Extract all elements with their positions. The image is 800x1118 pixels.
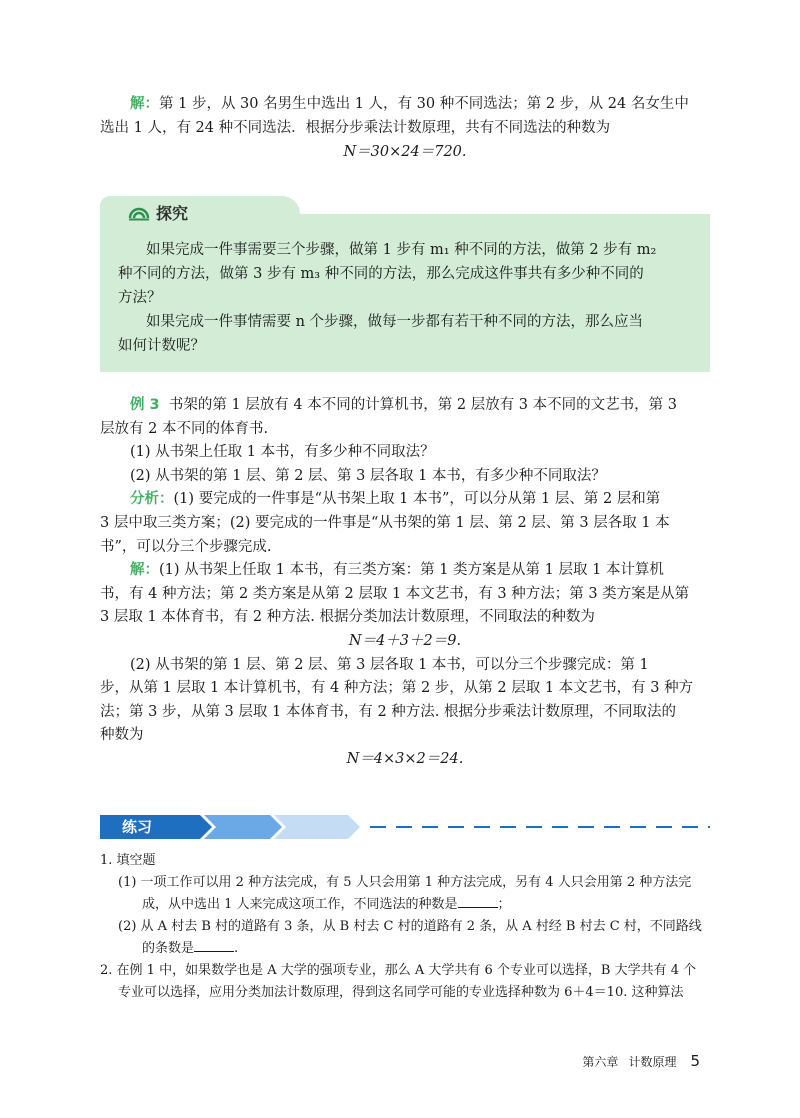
example-3-question-2: (2) 从书架的第 1 层、第 2 层、第 3 层各取 1 本书，有多少种不同取法？ (130, 467, 606, 484)
explore-content (118, 238, 698, 358)
practice-title: 练习 (122, 818, 153, 836)
analysis-line-2: 3 层中取三类方案；(2) 要完成的一件事是“从书架的第 1 层、第 2 层、第 3 层各取 1 本 (100, 514, 670, 531)
solution-1-line-3: 3 层取 1 本体育书，有 2 种方法. 根据分类加法计数原理，不同取法的种数为 (100, 609, 595, 626)
answer-blank[interactable] (458, 894, 498, 908)
practice-q1-2-line-1: (2) 从 A 村去 B 村的道路有 3 条，从 B 村去 C 村的道路有 2 条，从 A 村经 B 村去 C 村，不同路线 (118, 919, 702, 934)
answer-blank[interactable] (194, 938, 234, 952)
solution-label: 解： (130, 96, 159, 112)
solution-2-line-1: (2) 从书架的第 1 层、第 2 层、第 3 层各取 1 本书，可以分三个步骤完成：第 1 (130, 656, 649, 673)
practice-q2-line-2: 专业可以选择，应用分类加法计数原理，得到这名同学可能的专业选择种数为 6＋4＝10. 这种算法 (118, 985, 684, 1000)
footer-chapter: 第六章 (582, 1055, 619, 1069)
solution-1-line-1: 解：(1) 从书架上任取 1 本书，有三类方案：第 1 类方案是从第 1 层取 1 本计算机 (130, 562, 664, 579)
top-solution-line-1: 解：第 1 步，从 30 名男生中选出 1 人，有 30 种不同选法；第 2 步，从 24 名女生中 (130, 96, 689, 112)
practice-q1-1-line-2: 成，从中选出 1 人来完成这项工作，不同选法的种数是 ； (100, 894, 715, 916)
practice-content (100, 850, 715, 1004)
page-number: 5 (690, 1052, 700, 1070)
top-solution-formula: N＝30×24＝720. (343, 144, 467, 160)
explore-title: 探究 (156, 204, 189, 223)
solution-label: 解： (130, 562, 159, 579)
top-solution (100, 92, 710, 164)
solution-2-line-2: 步，从第 1 层取 1 本计算机书，有 4 种方法；第 2 步，从第 2 层取 1 本文艺书，有 3 种方 (100, 680, 694, 697)
page-footer (582, 1052, 700, 1070)
explore-p2-line-1: 如果完成一件事情需要 n 个步骤，做每一步都有若干种不同的方法，那么应当 (146, 314, 644, 330)
solution-2-line-3: 法；第 3 步，从第 3 层取 1 本体育书，有 2 种方法. 根据分步乘法计数原理，不同取法的 (100, 703, 676, 720)
example-3-question-1: (1) 从书架上任取 1 本书，有多少种不同取法？ (130, 444, 435, 461)
analysis-line-3: 书”，可以分三个步骤完成. (100, 538, 272, 555)
solution-2-line-4: 种数为 (100, 727, 144, 744)
solution-1-line-2: 书，有 4 种方法；第 2 类方案是从第 2 层取 1 本文艺书，有 3 种方法；第 3 类方案是从第 (100, 585, 690, 602)
top-solution-line-2: 选出 1 人，有 24 种不同选法．根据分步乘法计数原理，共有不同选法的种数为 (100, 120, 611, 136)
explore-p1-line-2: 种不同的方法，做第 3 步有 m₃ 种不同的方法，那么完成这件事共有多少种不同的 (118, 266, 644, 282)
explore-p1-line-3: 方法？ (118, 290, 162, 306)
solution-1-formula: N＝4＋3＋2＝9. (348, 632, 462, 649)
example-3 (100, 394, 710, 772)
example-3-line-2: 层放有 2 本不同的体育书. (100, 420, 269, 437)
analysis-label: 分析： (130, 491, 174, 508)
explore-p1-line-1: 如果完成一件事需要三个步骤，做第 1 步有 m₁ 种不同的方法，做第 2 步有 m₂ (146, 242, 657, 258)
explore-p2-line-2: 如何计数呢？ (118, 338, 205, 354)
example-3-line-1: 例 3 书架的第 1 层放有 4 本不同的计算机书，第 2 层放有 3 本不同的文艺书，第 3 (130, 397, 677, 413)
practice-q1-title: 1. 填空题 (100, 853, 156, 868)
explore-icon (128, 205, 150, 221)
analysis-line-1: 分析：(1) 要完成的一件事是“从书架上取 1 本书”，可以分从第 1 层、第 2 层和第 (130, 491, 661, 508)
practice-q1-1-line-1: (1) 一项工作可以用 2 种方法完成，有 5 人只会用第 1 种方法完成，另有 4 人只会用第 2 种方法完 (118, 875, 692, 890)
example-label: 例 3 (130, 397, 160, 413)
footer-section: 计数原理 (628, 1055, 677, 1069)
practice-q2-line-1: 2. 在例 1 中，如果数学也是 A 大学的强项专业，那么 A 大学共有 6 个专业可以选择，B 大学共有 4 个 (100, 963, 697, 978)
solution-2-formula: N＝4×3×2＝24. (346, 750, 464, 767)
practice-dashed-rule (370, 826, 710, 828)
practice-q1-2-line-2: 的条数是 . (100, 938, 715, 960)
